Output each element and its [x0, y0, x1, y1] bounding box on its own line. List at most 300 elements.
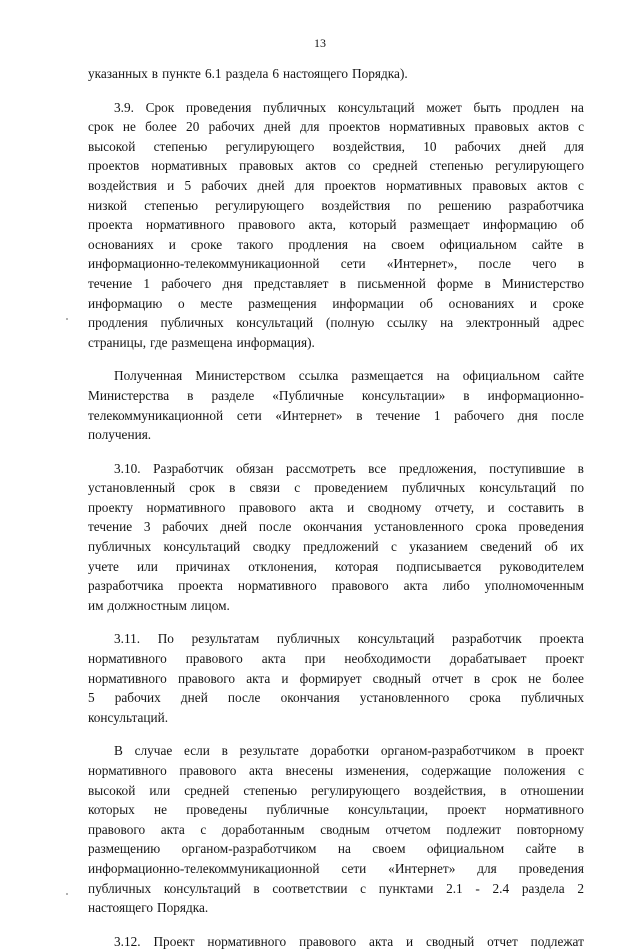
word: 3	[143, 519, 151, 535]
word: 20	[186, 119, 200, 135]
text-line	[88, 557, 584, 577]
word: сети	[236, 407, 262, 423]
word: внесены	[285, 763, 334, 778]
word: в	[500, 782, 507, 798]
word: акта	[309, 499, 334, 515]
word: «Интернет»	[388, 860, 456, 876]
word: 1	[433, 407, 441, 423]
paragraph-p3_12	[88, 932, 584, 951]
word: представляет	[253, 275, 329, 291]
word: предложения,	[398, 460, 477, 476]
word: дней	[263, 119, 291, 135]
word: правового	[177, 670, 236, 686]
word: проект	[545, 651, 584, 667]
paragraph-gap	[88, 918, 584, 932]
word: сводный	[372, 670, 421, 686]
word: акта	[369, 933, 394, 949]
word: обязан	[236, 460, 274, 476]
word: рабочих	[114, 690, 161, 706]
text-line	[88, 333, 584, 353]
word: акта	[261, 651, 286, 667]
word: с	[200, 821, 207, 837]
word: органом-разработчиком	[380, 743, 516, 759]
word: 5	[184, 177, 192, 193]
word: дня	[222, 275, 243, 291]
text-line	[88, 386, 584, 406]
word: или	[136, 558, 158, 574]
word: информационно-телекоммуникационной	[88, 860, 320, 876]
word: продлен	[512, 99, 560, 115]
word: Министерства	[88, 387, 170, 403]
word: которая	[335, 558, 379, 574]
word: консультации,	[348, 802, 429, 818]
word: акта	[160, 821, 185, 837]
text-line	[88, 708, 584, 728]
word: с	[577, 177, 584, 193]
page-number: 13	[314, 36, 326, 50]
word: результатам	[191, 631, 260, 647]
word: с	[578, 119, 584, 135]
word: дорабатывает	[449, 651, 527, 667]
word: консультаций	[236, 315, 314, 331]
word: проведением	[314, 480, 388, 496]
text-line	[88, 741, 584, 761]
word: разработчика	[88, 578, 164, 594]
text-line	[88, 235, 584, 255]
word: отчетом	[385, 821, 431, 837]
paragraph-gap	[88, 445, 584, 459]
word: чего	[532, 256, 557, 272]
text-line	[88, 215, 584, 235]
word: правового	[238, 217, 296, 233]
word: доработки	[310, 743, 370, 759]
word: официальном	[462, 368, 541, 384]
word: 1	[143, 275, 151, 291]
text-line	[88, 859, 584, 879]
word: срок	[88, 119, 114, 135]
word: проектов	[324, 177, 376, 193]
word: регулирующего	[225, 138, 315, 154]
word: 3.9.	[114, 99, 134, 115]
word: проведены	[186, 802, 248, 818]
text-line	[88, 761, 584, 781]
word: проектов	[328, 119, 381, 135]
word: на	[440, 315, 454, 331]
word: своем	[372, 841, 406, 857]
word: в	[253, 880, 260, 896]
word: сайте	[525, 841, 557, 857]
word: в	[577, 841, 584, 857]
word: для	[477, 860, 497, 876]
word: в	[527, 743, 534, 759]
word: случае	[134, 743, 173, 759]
word: размещена	[171, 334, 233, 350]
paragraph-p3_10	[88, 459, 584, 616]
text-line	[88, 932, 584, 951]
paragraph-gap	[88, 84, 584, 98]
word: рабочих	[162, 519, 209, 535]
text-line	[88, 839, 584, 859]
word: продления	[288, 236, 349, 252]
word: акта	[403, 578, 428, 594]
word: размещению	[88, 841, 161, 857]
word: 5	[88, 690, 95, 706]
word: консультации»	[361, 387, 446, 403]
word: с	[578, 763, 584, 778]
word: получения.	[88, 427, 152, 443]
word: на	[363, 236, 377, 252]
text-line	[88, 137, 584, 157]
word: воздействия,	[332, 138, 405, 154]
word: дней	[257, 177, 285, 193]
text-line	[88, 649, 584, 669]
document-body	[88, 64, 584, 951]
word: окончания	[303, 519, 363, 535]
word: регулирующего	[311, 782, 400, 798]
word: не	[528, 670, 542, 686]
word: течение	[88, 275, 133, 291]
word: об	[570, 217, 584, 233]
word: после	[258, 519, 292, 535]
word: степенью	[429, 158, 484, 174]
word: в	[484, 275, 491, 291]
word: правового	[299, 933, 357, 949]
word: установленный	[88, 480, 176, 496]
word: сводный	[425, 933, 475, 949]
word: указанием	[409, 539, 468, 555]
word: правового	[88, 821, 146, 837]
word: отклонения,	[248, 558, 317, 574]
word: правового	[238, 499, 296, 515]
word: в	[577, 499, 584, 515]
word: их	[570, 539, 584, 555]
word: в	[577, 236, 584, 252]
word: официальном	[439, 236, 517, 252]
word: подлежит	[446, 821, 502, 837]
word: нормативного	[88, 670, 167, 686]
word: размещается	[351, 368, 424, 384]
word: если	[184, 743, 210, 759]
word: более	[145, 119, 177, 135]
word: Проект	[153, 933, 195, 949]
word: 3.10.	[114, 460, 141, 476]
word: В	[114, 743, 123, 759]
word: с	[294, 480, 301, 496]
word: регулирующего	[215, 197, 305, 213]
word: акта	[248, 763, 274, 778]
word: дней	[220, 519, 248, 535]
word: пункте	[162, 66, 201, 81]
word: публичные	[266, 802, 329, 818]
word: сроке	[190, 236, 223, 252]
word: сети	[340, 256, 366, 272]
word: результате	[239, 743, 299, 759]
text-line	[88, 98, 584, 118]
word: рабочих	[208, 119, 255, 135]
paragraph-p3_11	[88, 629, 584, 727]
word: степенью	[243, 782, 298, 798]
word: по	[570, 480, 584, 496]
word: 6	[272, 66, 280, 81]
text-line	[88, 313, 584, 333]
text-line	[88, 781, 584, 801]
text-line	[88, 879, 584, 899]
word: телекоммуникационной	[88, 407, 224, 423]
word: подписывается	[396, 558, 482, 574]
word: лицом.	[190, 597, 230, 613]
word: 10	[423, 138, 437, 154]
text-line	[88, 117, 584, 137]
paragraph-gap	[88, 727, 584, 741]
word: срока	[475, 519, 507, 535]
word: содержащие	[421, 763, 492, 778]
word: актов	[538, 119, 569, 135]
word: которых	[88, 802, 135, 818]
word: и	[167, 177, 175, 193]
word: сети	[341, 860, 367, 876]
word: акта,	[308, 217, 336, 233]
word: нормативных	[151, 158, 228, 174]
word: 2.1	[446, 880, 463, 896]
word: «Интернет»,	[386, 256, 458, 272]
word: отношении	[520, 782, 584, 798]
word: высокой	[88, 782, 136, 798]
word: нормативного	[505, 802, 584, 818]
word: доработанным	[221, 821, 305, 837]
word: в	[577, 460, 584, 476]
word: с	[360, 880, 367, 896]
word: проведения	[518, 860, 584, 876]
word: рабочего	[161, 275, 212, 291]
word: окончания	[280, 690, 340, 706]
word: проекта	[539, 631, 584, 647]
word: правовых	[474, 119, 529, 135]
word: рабочего	[454, 407, 505, 423]
word: на	[570, 99, 584, 115]
word: Срок	[145, 99, 175, 115]
word: течение	[88, 519, 133, 535]
word: все	[368, 460, 387, 476]
word: указанных	[88, 66, 148, 81]
word: течение	[376, 407, 421, 423]
word: установленного	[359, 690, 450, 706]
paragraph-gap	[88, 615, 584, 629]
word: разработчик	[452, 631, 522, 647]
word: проекта	[178, 578, 223, 594]
word: подлежат	[530, 933, 584, 949]
word: нормативного	[207, 933, 287, 949]
word: после	[227, 690, 261, 706]
word: составить	[508, 499, 565, 515]
text-line	[88, 669, 584, 689]
word: сводным	[320, 821, 370, 837]
word: установленного	[374, 519, 464, 535]
word: проект	[545, 743, 584, 759]
word: консультаций	[479, 480, 557, 496]
word: в	[356, 407, 363, 423]
word: в	[187, 387, 194, 403]
word: где	[150, 334, 168, 350]
word: информация).	[236, 334, 315, 350]
word: По	[157, 631, 174, 647]
word: для	[299, 119, 320, 135]
word: связи	[249, 480, 281, 496]
word: правового	[179, 763, 237, 778]
word: и	[487, 499, 495, 515]
word: ссылка	[298, 368, 339, 384]
word: продления	[88, 315, 148, 331]
word: месте	[200, 295, 233, 311]
word: актов	[305, 158, 337, 174]
word: информации	[332, 295, 404, 311]
word: основаниях	[88, 236, 154, 252]
word: дней	[180, 690, 208, 706]
word: степенью	[153, 138, 208, 154]
word: сроке	[552, 295, 584, 311]
word: Разработчик	[153, 460, 224, 476]
text-line	[88, 406, 584, 426]
word: не	[153, 802, 167, 818]
paragraph-p3_9	[88, 98, 584, 353]
word: который	[349, 217, 397, 233]
word: в	[463, 387, 470, 403]
word: сводку	[252, 539, 291, 555]
word: для	[564, 138, 584, 154]
text-line	[88, 498, 584, 518]
word: сайте	[531, 236, 563, 252]
word: 2.4	[492, 880, 510, 896]
word: консультаций	[357, 631, 435, 647]
word: и	[281, 670, 289, 686]
word: Порядка.	[156, 900, 209, 916]
word: отчету,	[434, 499, 475, 515]
text-line	[88, 294, 584, 314]
word: рабочих	[454, 138, 501, 154]
text-line	[88, 176, 584, 196]
word: отчет	[432, 670, 463, 686]
word: степенью	[144, 197, 199, 213]
word: информацию	[482, 217, 558, 233]
text-line	[88, 517, 584, 537]
word: им	[88, 597, 104, 613]
word: положения	[503, 763, 566, 778]
word: информацию	[88, 295, 163, 311]
word: сайте	[553, 368, 584, 384]
word: может	[426, 99, 462, 115]
word: консультаций	[163, 880, 241, 896]
word: 3.11.	[114, 631, 141, 647]
word: воздействия	[88, 177, 157, 193]
word: в	[221, 743, 228, 759]
word: срок	[189, 480, 215, 496]
word: официальном	[426, 841, 505, 857]
word: электронный	[465, 315, 540, 331]
word: об	[544, 539, 558, 555]
word: для	[294, 177, 315, 193]
word: руководителем	[499, 558, 584, 574]
word: либо	[442, 578, 470, 594]
word: разработчика	[508, 197, 584, 213]
word: регулирующего	[495, 158, 584, 174]
word: в	[577, 256, 584, 272]
text-line	[88, 196, 584, 216]
text-line	[88, 156, 584, 176]
word: отчет	[487, 933, 518, 949]
word: по	[407, 197, 422, 213]
word: проектов	[88, 158, 140, 174]
word: и	[405, 933, 414, 949]
text-line	[88, 478, 584, 498]
text-line	[88, 576, 584, 596]
word: правовых	[472, 177, 527, 193]
word: настоящего	[283, 66, 348, 81]
word: «Публичные	[272, 387, 344, 403]
word: срока	[469, 690, 501, 706]
word: рабочих	[201, 177, 248, 193]
word: после	[551, 407, 584, 423]
word: размещения	[248, 295, 317, 311]
word: в	[151, 66, 159, 81]
word: правового	[185, 651, 243, 667]
text-line	[88, 64, 584, 84]
word: публичных	[88, 880, 152, 896]
word: средней	[372, 158, 418, 174]
word: письменной	[357, 275, 426, 291]
scan-speck	[66, 893, 68, 895]
word: публичных	[160, 315, 224, 331]
word: дней	[519, 138, 547, 154]
word: причинах	[175, 558, 231, 574]
word: Порядка).	[352, 66, 408, 81]
word: и	[529, 295, 538, 311]
word: актов	[536, 177, 568, 193]
word: публичных	[88, 539, 152, 555]
word: консультаций.	[88, 709, 169, 725]
word: правового	[331, 578, 389, 594]
word: высокой	[88, 138, 136, 154]
word: раздела	[225, 66, 269, 81]
word: изменения,	[345, 763, 409, 778]
word: повторному	[516, 821, 584, 837]
word: своем	[391, 236, 425, 252]
word: -	[475, 880, 480, 896]
word: проекту	[88, 499, 134, 515]
word: (полную	[325, 315, 375, 331]
paragraph-p_link	[88, 366, 584, 444]
word: сведений	[480, 539, 532, 555]
word: нормативного	[237, 578, 317, 594]
word: о	[178, 295, 185, 311]
word: ссылку	[387, 315, 428, 331]
word: соответствии	[272, 880, 348, 896]
word: в	[339, 275, 347, 291]
word: воздействия	[321, 197, 391, 213]
word: такого	[237, 236, 274, 252]
word: решению	[438, 197, 492, 213]
word: Министерство	[502, 275, 584, 291]
word: основаниях	[448, 295, 515, 311]
text-line	[88, 425, 584, 445]
word: публичных	[263, 99, 327, 115]
word: 3.12.	[114, 933, 141, 949]
word: 6.1	[204, 66, 222, 81]
word: должностным	[107, 597, 187, 613]
text-line	[88, 800, 584, 820]
word: проект	[447, 802, 486, 818]
scan-speck	[66, 318, 68, 320]
word: поступившие	[489, 460, 566, 476]
word: проведения	[518, 519, 584, 535]
